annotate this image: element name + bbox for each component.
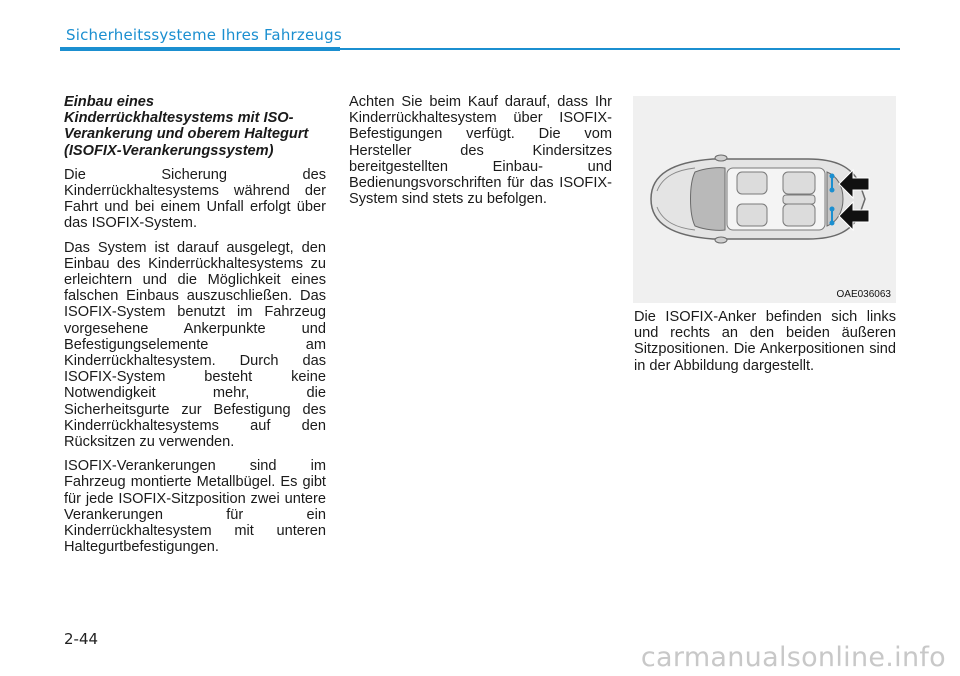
car-top-view-icon	[633, 96, 896, 303]
figure-code: OAE036063	[836, 289, 891, 300]
column-middle	[349, 94, 612, 215]
paragraph: Die ISOFIX-Anker befinden sich links und rechts an den beiden äußeren Sitzpositionen. Die Ankerpositionen sind in der Abbildung dargestellt.	[634, 309, 896, 374]
paragraph: ISOFIX-Verankerungen sind im Fahrzeug montierte Metallbügel. Es gibt für jede ISOFIX-Sitzposition zwei untere Verankerungen für ein Kinderrückhaltesystem mit unteren Haltegurtbefestigungen.	[64, 458, 326, 556]
section-title: Sicherheitssysteme Ihres Fahrzeugs	[66, 26, 342, 44]
column-left	[64, 94, 326, 563]
page-number: 2-44	[64, 630, 99, 648]
paragraph: Das System ist darauf ausgelegt, den Einbau des Kinderrückhaltesystems zu erleichtern und die Möglichkeit eines falschen Einbaus auszuschließen. Das ISOFIX-System benutzt im Fahrzeug vorgesehene Ankerpunkte und Befestigungselemente am Kinderrückhaltesystem. Durch das ISOFIX-System besteht keine Notwendigkeit mehr, die Sicherheitsgurte zur Befestigung des Kinderrückhaltesystems auf den Rücksitzen zu verwenden.	[64, 239, 326, 451]
header-rule-thin	[340, 48, 900, 50]
watermark: carmanualsonline.info	[640, 642, 946, 673]
column-right	[634, 309, 896, 382]
paragraph: Die Sicherung des Kinderrückhaltesystems während der Fahrt und bei einem Unfall erfolgt über das ISOFIX-System.	[64, 166, 326, 232]
paragraph: Achten Sie beim Kauf darauf, dass Ihr Kinderrückhaltesystem über ISOFIX-Befestigungen verfügt. Die vom Hersteller des Kindersitzes bereitgestellten Einbau- und Bedienungsvorschriften für das ISOFIX-System sind stets zu befolgen.	[349, 94, 612, 208]
section-heading: Einbau eines Kinderrückhaltesystems mit ISO-Verankerung und oberem Haltegurt (ISOFIX-Verankerungssystem)	[64, 94, 309, 159]
isofix-figure	[633, 96, 896, 303]
header-rule-thick	[60, 47, 340, 51]
